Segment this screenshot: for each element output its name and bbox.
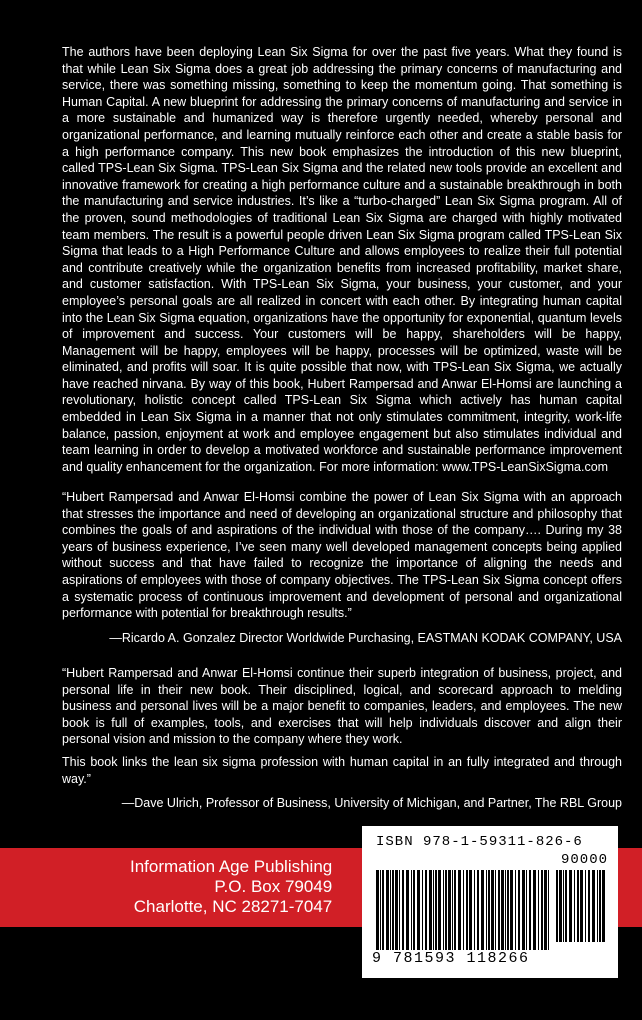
description-text: The authors have been deploying Lean Six Sigma for over the past five years. What they found is that while Lean Six Sigma does a great job addressing the primary concerns of manufacturing and service, there was something missing, something to keep the momentum going. That something is Human Capital. A new blueprint for addressing the primary concerns of manufacturing and service in a more sustainable and humanized way is therefore urgently needed, whereby personal and organizational performance, and learning mutually reinforce each other and create a stable basis for a high performance company. This new book emphasizes the introduction of this new blueprint, called TPS-Lean Six Sigma. TPS-Lean Six Sigma and the related new tools provide an excellent and innovative framework for creating a high performance culture and a sustainable breakthrough in both the manufacturing and service industries. It’s like a “turbo-charged” Lean Six Sigma program. All of the proven, sound methodologies of traditional Lean Six Sigma are charged with highly motivated team members. The result is a powerful people driven Lean Six Sigma program called TPS-Lean Six Sigma that leads to a High Performance Culture and allows employees to realize their full potential and contribute creatively while the organization benefits from increased profitability, market share, and customer satisfaction. With TPS-Lean Six Sigma, your business, your customer, and your employee’s personal goals are all realized in concert with each other. By integrating human capital into the Lean Six Sigma equation, organizations have the opportunity for exponential, quantum levels of improvement and success. Your customers will be happy, shareholders will be happy, Management will be happy, employees will be happy, processes will be optimized, waste will be eliminated, and profits will soar. It is quite possible that now, with TPS-Lean Six Sigma, we actually have reached nirvana. By way of this book, Hubert Rampersad and Anwar El-Homsi are launching a revolutionary, holistic concept called TPS-Lean Six Sigma which actively has human capital embedded in Lean Six Sigma in a manner that not only stimulates commitment, integrity, work-life balance, passion, enjoyment at work and employee engagement but also stimulates individual and team learning in order to develop a motivated workforce and sustainable performance improvement and quality enhancement for the organization. For more information: www.TPS-LeanSixSigma.com (62, 45, 622, 474)
barcode-bar (429, 870, 432, 950)
barcode-bar (481, 870, 484, 950)
barcode-bar (495, 870, 496, 950)
barcode-bar (376, 870, 379, 950)
barcode-bar (452, 870, 453, 950)
isbn-label: ISBN 978-1-59311-826-6 (376, 834, 583, 850)
ean-barcode (376, 870, 552, 950)
testimonial-2-extra: This book links the lean six sigma profession with human capital in an fully integrated and through way.” (62, 754, 622, 786)
barcode-bar (466, 870, 468, 950)
testimonial-1-attribution: —Ricardo A. Gonzalez Director Worldwide Purchasing, EASTMAN KODAK COMPANY, USA (109, 630, 622, 645)
publisher-address-line2: Charlotte, NC 28271-7047 (133, 897, 333, 916)
barcode-bar (411, 870, 412, 950)
barcode-bar (597, 870, 598, 942)
barcode-bar (474, 870, 475, 950)
barcode-bar (574, 870, 575, 942)
barcode-bar (498, 870, 500, 950)
barcode-bar (438, 870, 441, 950)
barcode-bar (458, 870, 461, 950)
barcode-number: 9 781593 118266 (372, 950, 530, 967)
barcode-bar (585, 870, 586, 942)
barcode-bar (518, 870, 520, 950)
barcode-bar (454, 870, 456, 950)
testimonial-1 (62, 489, 622, 646)
barcode-bar (422, 870, 423, 950)
barcode-bar (569, 870, 572, 942)
barcode-bar (515, 870, 516, 950)
barcode-bar (435, 870, 437, 950)
barcode-bar (491, 870, 494, 950)
barcode-bar (588, 870, 590, 942)
barcode-box (362, 826, 618, 978)
barcode-bar (529, 870, 531, 950)
barcode-bar (425, 870, 427, 950)
barcode-bar (602, 870, 605, 942)
testimonial-2 (62, 665, 622, 812)
addon-barcode (556, 870, 608, 942)
barcode-bar (395, 870, 398, 950)
barcode-bar (443, 870, 444, 950)
barcode-bar (386, 870, 389, 950)
barcode-bar (541, 870, 543, 950)
barcode-bar (580, 870, 583, 942)
barcode-bar (522, 870, 525, 950)
testimonial-2-attribution: —Dave Ulrich, Professor of Business, University of Michigan, and Partner, The RBL Group (121, 796, 622, 811)
barcode-bar (488, 870, 490, 950)
barcode-bar (559, 870, 562, 942)
barcode-bar (463, 870, 464, 950)
barcode-bar (544, 870, 547, 950)
publisher-address-line1: P.O. Box 79049 (214, 877, 333, 896)
barcode-bar (533, 870, 536, 950)
testimonial-1-text: “Hubert Rampersad and Anwar El-Homsi combine the power of Lean Six Sigma with an approach that stresses the importance and need of developing an organizational structure and philosophy that combines the goals of and aspirations of the individual with those of the company…. During my 38 years of business experience, I’ve seen many well developed management concepts being applied without success and that have failed to recognize the importance of aligning the needs and aspirations of employees with those of company objectives. The TPS-Lean Six Sigma concept offers a systematic process of continuous improvement and development of personal and organizational performance with potential for breakthrough results.” (62, 490, 622, 621)
price-code: 90000 (560, 852, 608, 868)
publisher-name: Information Age Publishing (130, 857, 333, 876)
barcode-bar (563, 870, 564, 942)
barcode-bar (417, 870, 420, 950)
barcode-bar (390, 870, 391, 950)
barcode-bar (392, 870, 394, 950)
barcode-bar (577, 870, 579, 942)
barcode-bar (486, 870, 487, 950)
barcode-bar (526, 870, 527, 950)
barcode-bar (538, 870, 539, 950)
barcode-bar (592, 870, 595, 942)
barcode-bar (548, 870, 549, 950)
barcode-bar (380, 870, 381, 950)
barcode-bar (599, 870, 601, 942)
barcode-bar (469, 870, 472, 950)
barcode-bar (433, 870, 434, 950)
barcode-bar (445, 870, 447, 950)
barcode-bar (505, 870, 506, 950)
barcode-bar (556, 870, 558, 942)
publisher-info (130, 857, 332, 917)
barcode-bar (501, 870, 504, 950)
barcode-bar (565, 870, 567, 942)
back-cover-description (62, 44, 622, 475)
testimonial-2-text: “Hubert Rampersad and Anwar El-Homsi continue their superb integration of business, project, and personal life in their new book. Their disciplined, logical, and scorecard approach to melding business and personal lives will be a major benefit to companies, leaders, and employees. The new book is full of examples, tools, and exercises that will help individuals discover and align their personal vision and mission to the company where they work. (62, 666, 622, 747)
barcode-bar (477, 870, 479, 950)
barcode-bar (399, 870, 400, 950)
barcode-bar (507, 870, 509, 950)
barcode-bar (406, 870, 409, 950)
barcode-bar (413, 870, 415, 950)
barcode-bar (448, 870, 451, 950)
barcode-bar (402, 870, 404, 950)
barcode-bar (382, 870, 384, 950)
barcode-bar (510, 870, 513, 950)
